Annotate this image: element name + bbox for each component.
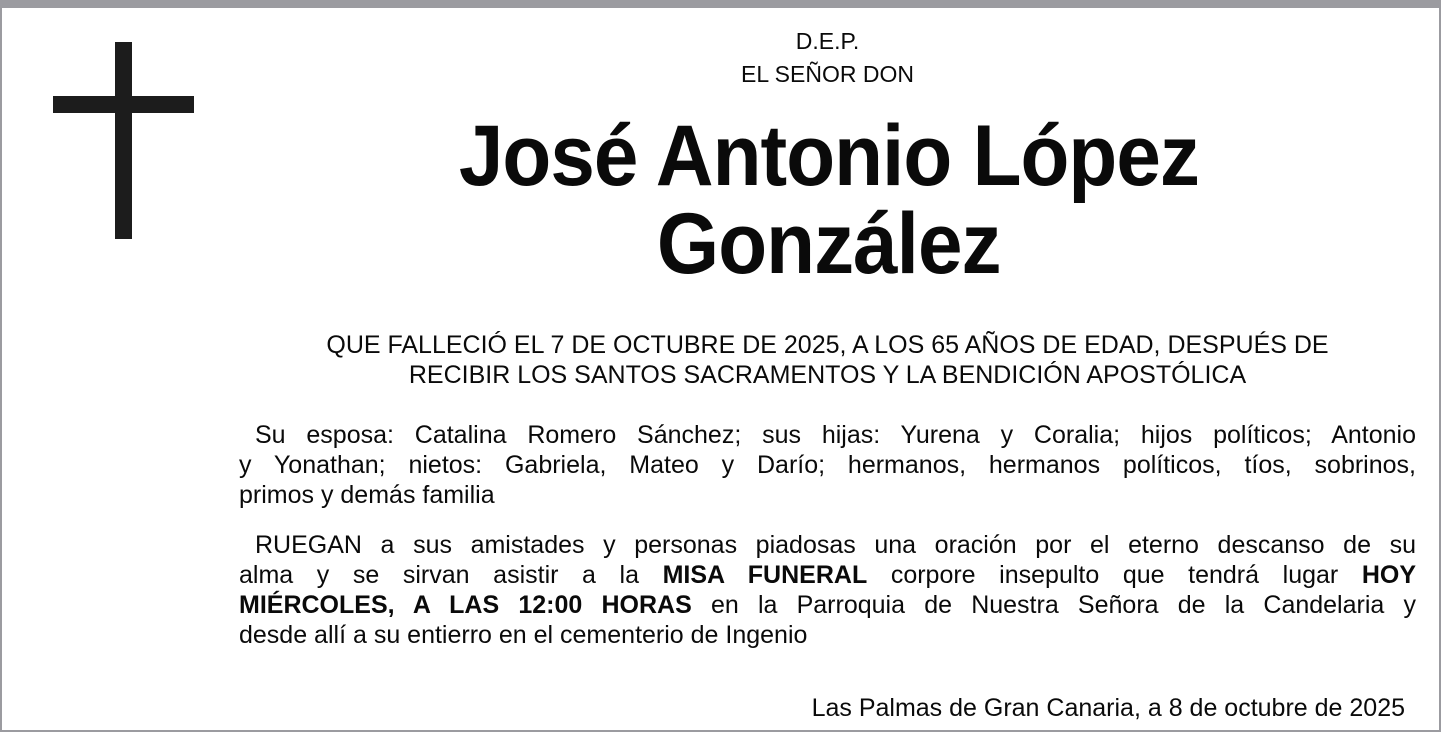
family-line-3: primos y demás familia <box>239 481 495 509</box>
service-text: en la Parroquia de Nuestra Señora de la Candelaria y <box>691 591 1416 619</box>
death-notice-line-1: QUE FALLECIÓ EL 7 DE OCTUBRE DE 2025, A LOS 65 AÑOS DE EDAD, DESPUÉS DE <box>326 331 1329 359</box>
service-line-3 <box>239 590 1416 620</box>
dep-heading: D.E.P. <box>795 28 860 54</box>
service-time-emphasis: MIÉRCOLES, A LAS 12:00 HORAS <box>239 591 692 619</box>
service-text: corpore insepulto que tendrá lugar <box>867 561 1362 589</box>
family-line-1: Su esposa: Catalina Romero Sánchez; sus hijas: Yurena y Coralia; hijos políticos; Antonio <box>255 421 1416 449</box>
deceased-name-line-2 <box>2 196 1441 292</box>
deceased-name-text-1: José Antonio López <box>458 108 1199 204</box>
service-line-4: desde allí a su entierro en el cementerio de Ingenio <box>239 621 808 649</box>
place-date-signoff: Las Palmas de Gran Canaria, a 8 de octubre de 2025 <box>811 694 1405 722</box>
hoy-emphasis: HOY <box>1361 561 1417 589</box>
service-text: alma y se sirvan asistir a la <box>239 561 663 589</box>
service-line-1: RUEGAN a sus amistades y personas piadosas una oración por el eterno descanso de su <box>255 531 1416 559</box>
honorific-title: EL SEÑOR DON <box>741 61 914 87</box>
misa-funeral-emphasis: MISA FUNERAL <box>662 561 868 589</box>
deceased-name-text-2: González <box>656 196 1001 292</box>
family-line-2: y Yonathan; nietos: Gabriela, Mateo y Darío; hermanos, hermanos políticos, tíos, sobrinos, <box>239 451 1416 479</box>
death-notice-line-2: RECIBIR LOS SANTOS SACRAMENTOS Y LA BENDICIÓN APOSTÓLICA <box>408 361 1247 389</box>
deceased-name-line-1 <box>2 108 1441 204</box>
service-line-2 <box>239 560 1416 590</box>
latin-cross-icon-crossbar <box>53 96 194 113</box>
